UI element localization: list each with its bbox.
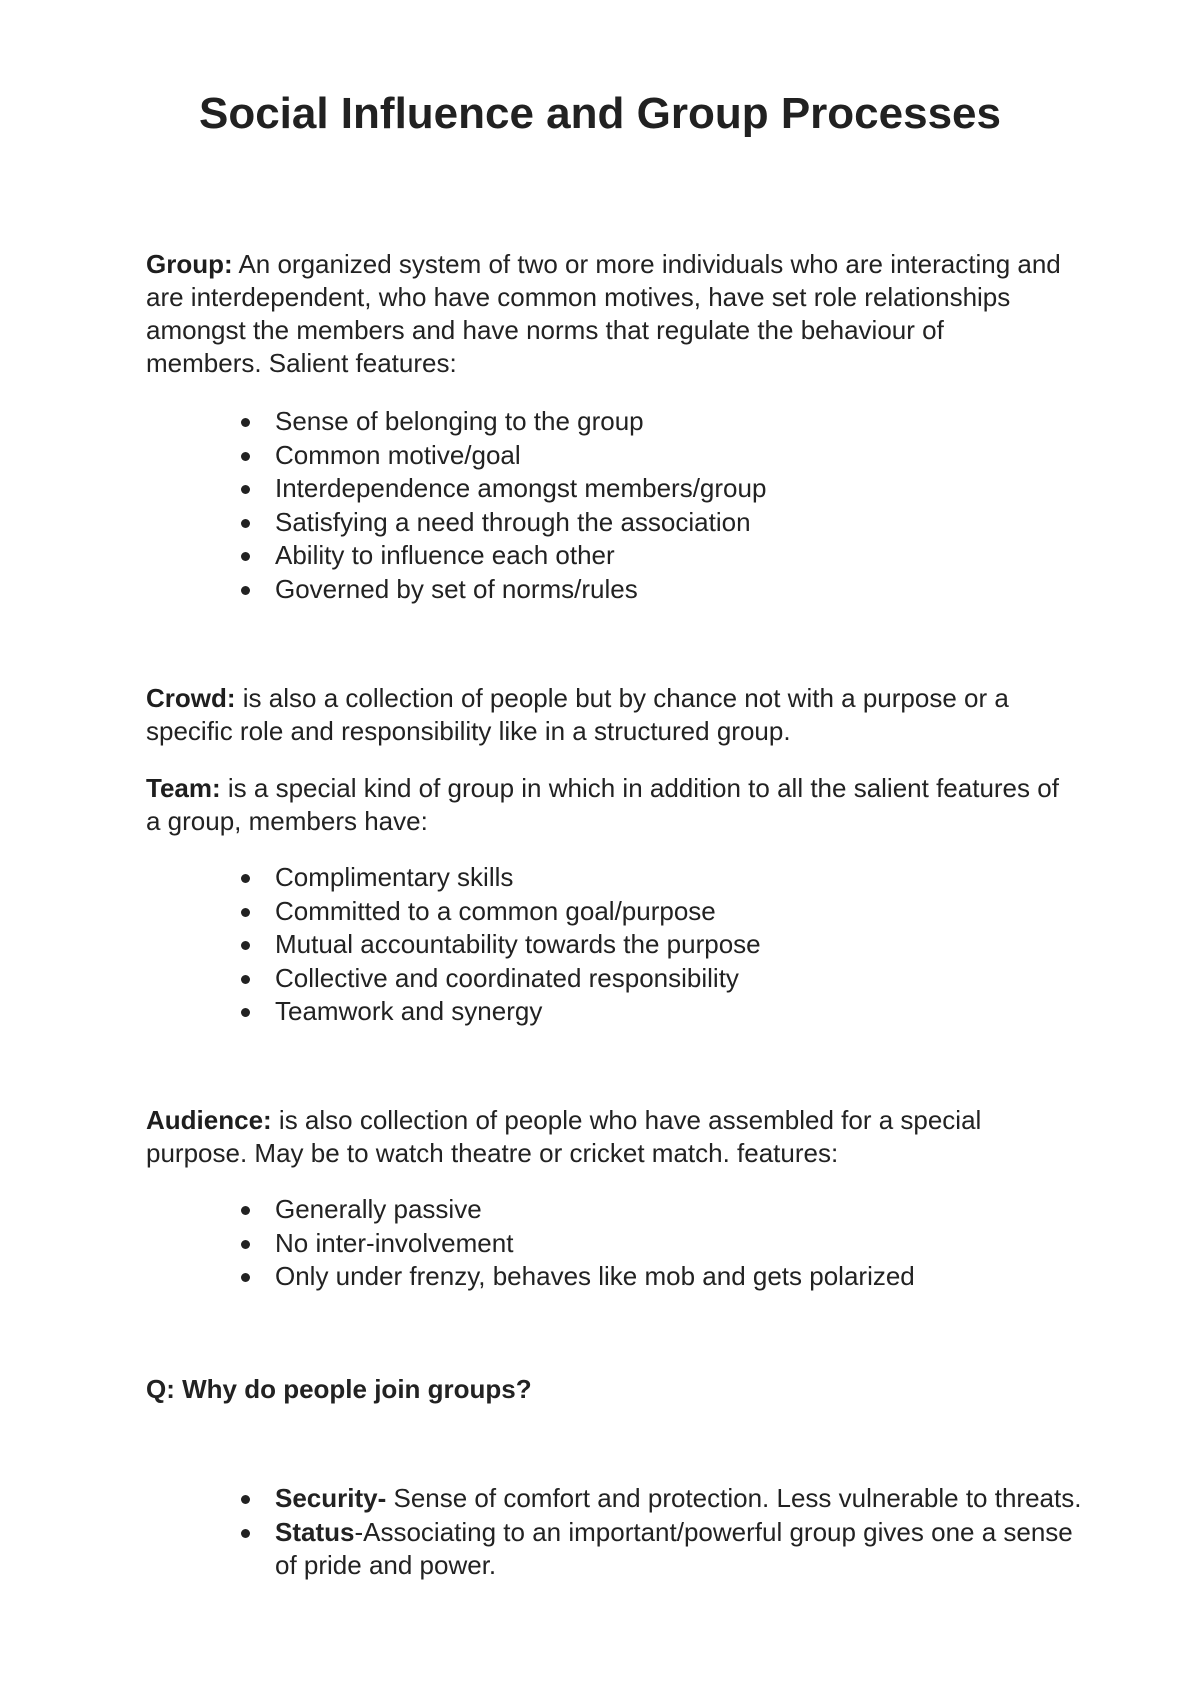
page-title: Social Influence and Group Processes <box>198 89 1002 138</box>
bullet-icon <box>241 1008 250 1017</box>
list-item: Generally passive <box>245 1193 1085 1227</box>
audience-features-list <box>245 1193 1085 1294</box>
bullet-icon <box>241 418 250 427</box>
list-item <box>245 1482 1085 1516</box>
group-features-list <box>245 405 1085 606</box>
list-item: Ability to influence each other <box>245 539 1085 573</box>
bullet-icon <box>241 941 250 950</box>
bullet-icon <box>241 452 250 461</box>
bullet-icon <box>241 1495 250 1504</box>
crowd-definition <box>146 682 1066 748</box>
bullet-icon <box>241 519 250 528</box>
bullet-icon <box>241 1273 250 1282</box>
team-definition-text: is a special kind of group in which in addition to all the salient features of a group, members have: <box>146 773 1059 836</box>
list-item: Only under frenzy, behaves like mob and gets polarized <box>245 1260 1085 1294</box>
bullet-icon <box>241 552 250 561</box>
team-features-list <box>245 861 1085 1029</box>
list-item: Common motive/goal <box>245 439 1085 473</box>
list-item: Satisfying a need through the association <box>245 506 1085 540</box>
team-term: Team: <box>146 773 221 803</box>
group-definition-text: An organized system of two or more individuals who are interacting and are interdependent, who have common motives, have set role relationships amongst the members and have norms that regulate the behaviour of members. Salient features: <box>146 249 1061 378</box>
team-definition <box>146 772 1066 838</box>
bullet-icon <box>241 1529 250 1538</box>
question-heading: Q: Why do people join groups? <box>146 1374 532 1404</box>
list-item <box>245 1516 1085 1583</box>
reason-term: Status <box>275 1516 355 1547</box>
reason-text: Sense of comfort and protection. Less vulnerable to threats. <box>386 1483 1082 1513</box>
crowd-term: Crowd: <box>146 683 236 713</box>
list-item: Collective and coordinated responsibility <box>245 962 1085 996</box>
list-item: Committed to a common goal/purpose <box>245 895 1085 929</box>
list-item: No inter-involvement <box>245 1227 1085 1261</box>
audience-term: Audience: <box>146 1105 272 1135</box>
bullet-icon <box>241 975 250 984</box>
list-item: Governed by set of norms/rules <box>245 573 1085 607</box>
bullet-icon <box>241 874 250 883</box>
list-item: Interdependence amongst members/group <box>245 472 1085 506</box>
list-item: Complimentary skills <box>245 861 1085 895</box>
bullet-icon <box>241 1206 250 1215</box>
group-term: Group: <box>146 249 233 279</box>
reasons-list <box>245 1482 1085 1583</box>
bullet-icon <box>241 1240 250 1249</box>
audience-definition-text: is also collection of people who have assembled for a special purpose. May be to watch theatre or cricket match. features: <box>146 1105 982 1168</box>
reason-term: Security- <box>275 1483 387 1513</box>
list-item: Mutual accountability towards the purpose <box>245 928 1085 962</box>
list-item: Teamwork and synergy <box>245 995 1085 1029</box>
audience-definition <box>146 1104 1066 1170</box>
bullet-icon <box>241 908 250 917</box>
bullet-icon <box>241 586 250 595</box>
list-item: Sense of belonging to the group <box>245 405 1085 439</box>
group-definition <box>146 248 1066 380</box>
reason-text: -Associating to an important/powerful group gives one a sense of pride and power. <box>275 1516 1073 1580</box>
bullet-icon <box>241 485 250 494</box>
crowd-definition-text: is also a collection of people but by chance not with a purpose or a specific role and responsibility like in a structured group. <box>146 683 1009 746</box>
